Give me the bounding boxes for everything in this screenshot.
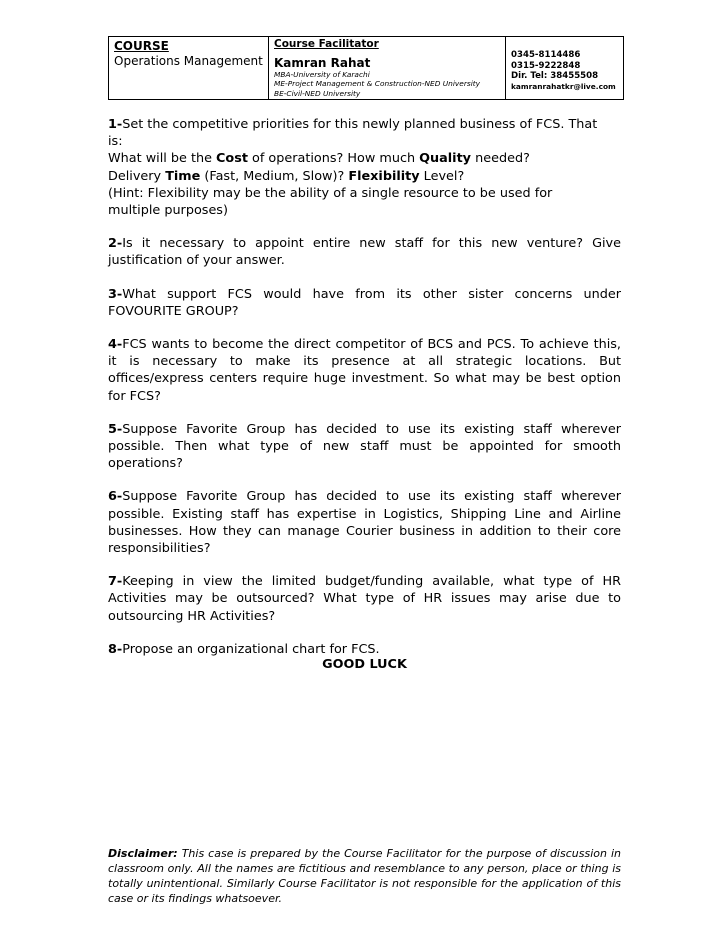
course-name: Operations Management	[114, 54, 263, 68]
question-5	[108, 421, 621, 473]
question-number: 1-	[108, 117, 123, 132]
question-number: 5-	[108, 421, 123, 437]
keyword-cost: Cost	[216, 151, 248, 167]
question-text: Is it necessary to appoint entire new staff for this new venture? Give justification of your answer.	[108, 236, 621, 269]
facilitator-title: Course Facilitator	[274, 38, 379, 50]
question-text: What support FCS would have from its other sister concerns under FOVOURITE GROUP?	[108, 286, 621, 319]
qualification-be: BE-Civil-NED University	[274, 88, 361, 98]
qualification-mba: MBA-University of Karachi	[274, 70, 370, 79]
keyword-quality: Quality	[419, 151, 472, 167]
contact-cell	[506, 37, 623, 99]
question-number: 7-	[108, 574, 123, 590]
question-text: Suppose Favorite Group has decided to use its existing staff wherever possible. Existing staff has expertise in Logistics, Shipping Line and Airline businesses. How they can manage Courier business in addition to their core responsibilities?	[108, 489, 621, 557]
question-1-line-2: is:	[108, 134, 123, 150]
question-1	[108, 116, 621, 219]
course-title: COURSE	[114, 39, 169, 53]
disclaimer-label: Disclaimer:	[108, 847, 178, 860]
question-8	[108, 641, 621, 658]
course-cell	[109, 37, 269, 99]
qualification-me: ME-Project Management & Construction-NED University	[274, 79, 481, 89]
question-number: 3-	[108, 286, 123, 302]
question-6	[108, 488, 621, 557]
disclaimer	[108, 846, 621, 906]
question-3	[108, 286, 621, 320]
question-list	[108, 116, 621, 674]
question-1-line-1: Set the competitive priorities for this newly planned business of FCS. That	[122, 117, 598, 132]
question-number: 4-	[108, 337, 123, 353]
question-1-hint-line-1: (Hint: Flexibility may be the ability of a single resource to be used for	[108, 185, 553, 201]
keyword-time: Time	[165, 168, 201, 184]
question-text: Suppose Favorite Group has decided to use its existing staff wherever possible. Then what type of new staff must be appointed for smooth operations?	[108, 421, 621, 472]
question-7	[108, 573, 621, 625]
q1-text: Level?	[419, 168, 465, 184]
q1-text: of operations? How much	[247, 151, 420, 167]
question-text: FCS wants to become the direct competitor of BCS and PCS. To achieve this, it is necessary to make its presence at all strategic locations. But offices/express centers require huge investment. So what may be best option for FCS?	[108, 337, 621, 404]
q1-text: needed?	[471, 151, 530, 167]
question-text: Propose an organizational chart for FCS.	[122, 641, 380, 657]
question-number: 6-	[108, 489, 123, 505]
direct-telephone: Dir. Tel: 38455508	[511, 71, 599, 81]
question-2	[108, 235, 621, 269]
q1-text: (Fast, Medium, Slow)?	[200, 168, 349, 184]
question-number: 8-	[108, 641, 123, 657]
q1-text: What will be the	[108, 151, 217, 167]
phone-1: 0345-8114486	[511, 50, 581, 60]
phone-2: 0315-9222848	[511, 60, 581, 71]
course-header-table	[108, 36, 624, 100]
question-number: 2-	[108, 236, 123, 252]
facilitator-name: Kamran Rahat	[274, 56, 371, 70]
email-address: kamranrahatkr@live.com	[511, 81, 616, 91]
closing-good-luck: GOOD LUCK	[322, 657, 407, 672]
facilitator-cell	[269, 37, 506, 99]
question-text: Keeping in view the limited budget/funding available, what type of HR Activities may be outsourced? What type of HR issues may arise due to outsourcing HR Activities?	[108, 574, 621, 624]
question-4	[108, 336, 621, 405]
keyword-flexibility: Flexibility	[348, 168, 420, 184]
q1-text: Delivery	[108, 168, 166, 184]
question-1-hint-line-2: multiple purposes)	[108, 203, 228, 219]
disclaimer-text: This case is prepared by the Course Facilitator for the purpose of discussion in classroom only. All the names are fictitious and resemblance to any person, place or thing is totally unintentional. Similarly Course Facilitator is not responsible for the application of this case or its findings whatsoever.	[108, 847, 621, 905]
